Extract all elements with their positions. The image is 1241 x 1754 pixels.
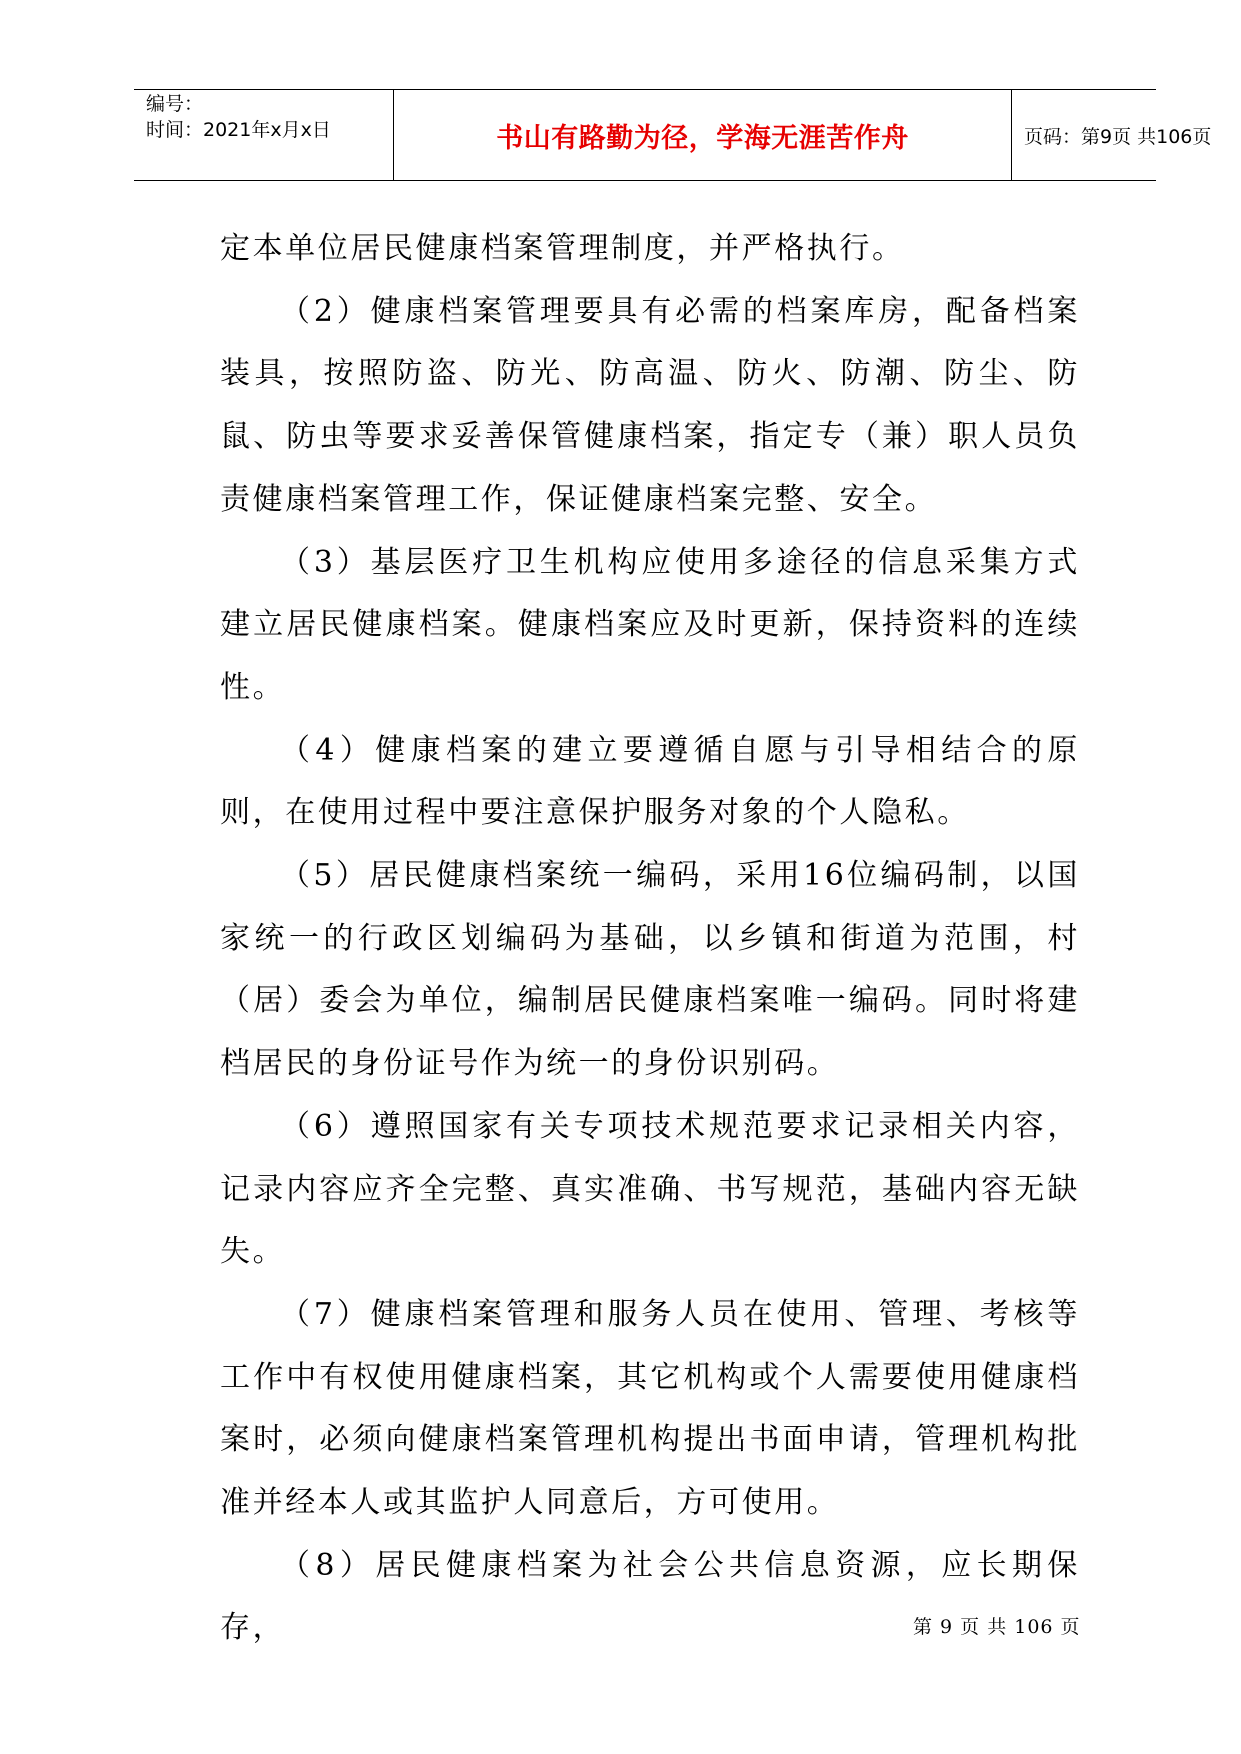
document-header: [134, 89, 1212, 181]
paragraph: （2）健康档案管理要具有必需的档案库房，配备档案装具，按照防盗、防光、防高温、防火、防潮、防尘、防鼠、防虫等要求妥善保管健康档案，指定专（兼）职人员负责健康档案管理工作，保证健康档案完整、安全。: [220, 293, 1080, 517]
paragraph: （4）健康档案的建立要遵循自愿与引导相结合的原则，在使用过程中要注意保护服务对象的个人隐私。: [220, 732, 1080, 831]
header-page-info: 页码：第9页 共106页: [1024, 125, 1212, 148]
paragraph: （5）居民健康档案统一编码，采用16位编码制，以国家统一的行政区划编码为基础，以乡镇和街道为范围，村（居）委会为单位，编制居民健康档案唯一编码。同时将建档居民的身份证号作为统一的身份识别码。: [220, 858, 1080, 1082]
paragraph: （7）健康档案管理和服务人员在使用、管理、考核等工作中有权使用健康档案，其它机构或个人需要使用健康档案时，必须向健康档案管理机构提出书面申请，管理机构批准并经本人或其监护人同意后，方可使用。: [220, 1296, 1080, 1521]
document-time-label: 时间：2021年x月x日: [146, 119, 331, 141]
document-number-label: 编号：: [146, 93, 204, 115]
document-body: [220, 218, 1080, 1660]
paragraph: （8）居民健康档案为社会公共信息资源，应长期保存，: [220, 1547, 1080, 1646]
paragraph: （3）基层医疗卫生机构应使用多途径的信息采集方式建立居民健康档案。健康档案应及时更新，保持资料的连续性。: [220, 544, 1080, 705]
paragraph: 定本单位居民健康档案管理制度，并严格执行。: [220, 231, 905, 266]
header-right-cell: [1012, 90, 1212, 180]
paragraph: （6）遵照国家有关专项技术规范要求记录相关内容，记录内容应齐全完整、真实准确、书写规范，基础内容无缺失。: [220, 1108, 1080, 1270]
header-motto: 书山有路勤为径，学海无涯苦作舟: [496, 122, 909, 154]
header-left-cell: [134, 90, 393, 180]
header-middle-cell: [393, 90, 1012, 180]
page-footer: 第 9 页 共 106 页: [913, 1616, 1081, 1638]
